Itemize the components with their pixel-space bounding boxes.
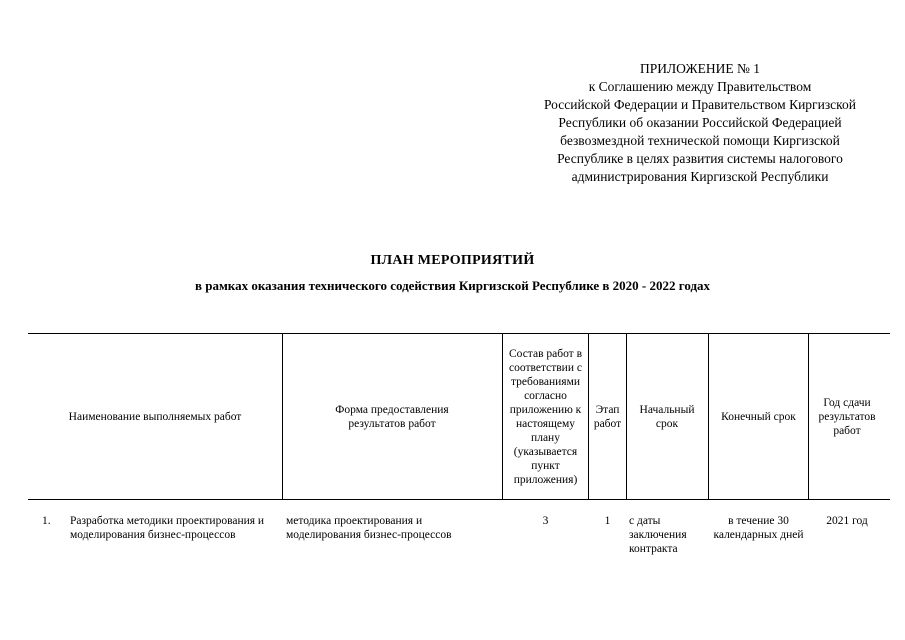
header-end — [709, 334, 808, 499]
header-result-form-text: Форма предоставления результатов работ — [335, 403, 449, 430]
appendix-line: Российской Федерации и Правительством Киргизской — [543, 97, 856, 112]
appendix-line: Республики об оказании Российской Федерацией — [558, 115, 842, 130]
appendix-line: ПРИЛОЖЕНИЕ № 1 — [639, 61, 761, 76]
header-end-text: Конечный срок — [721, 410, 796, 423]
header-stage-text: Этап работ — [593, 403, 622, 430]
header-stage — [589, 334, 626, 499]
header-start-text: Начальный срок — [639, 403, 695, 430]
appendix-line: к Соглашению между Правительством — [588, 79, 812, 94]
plan-title: ПЛАН МЕРОПРИЯТИЙ — [370, 253, 535, 268]
column-divider — [808, 333, 809, 500]
header-year — [811, 334, 883, 499]
appendix-line: безвозмездной технической помощи Киргизской — [560, 133, 840, 148]
row-end: в течение 30 календарных дней — [713, 515, 804, 541]
row-number: 1. — [42, 515, 51, 527]
row-composition: 3 — [542, 515, 549, 527]
row-start: с даты заключения контракта — [629, 515, 687, 555]
header-year-text: Год сдачи результатов работ — [818, 396, 876, 437]
column-divider — [626, 333, 627, 500]
table-header-bottom-border — [28, 499, 890, 500]
appendix-header — [505, 60, 895, 186]
row-year: 2021 год — [826, 515, 868, 527]
appendix-line: Республике в целях развития системы налогового — [557, 151, 843, 166]
row-result-form: методика проектирования и моделирования бизнес-процессов — [286, 515, 452, 541]
row-work-name: Разработка методики проектирования и моделирования бизнес-процессов — [70, 515, 265, 541]
header-work-name — [28, 334, 282, 499]
row-stage: 1 — [604, 515, 611, 527]
header-composition — [503, 334, 588, 499]
header-composition-text: Состав работ в соответствии с требованиями согласно приложению к настоящему плану (указывается пункт приложения) — [508, 347, 583, 486]
plan-subtitle: в рамках оказания технического содействия Киргизской Республике в 2020 - 2022 годах — [194, 278, 711, 293]
column-divider — [282, 333, 283, 500]
header-result-form — [330, 334, 454, 499]
header-start — [638, 334, 696, 499]
header-work-name-text: Наименование выполняемых работ — [68, 410, 242, 423]
appendix-line: администрирования Киргизской Республики — [571, 169, 829, 184]
